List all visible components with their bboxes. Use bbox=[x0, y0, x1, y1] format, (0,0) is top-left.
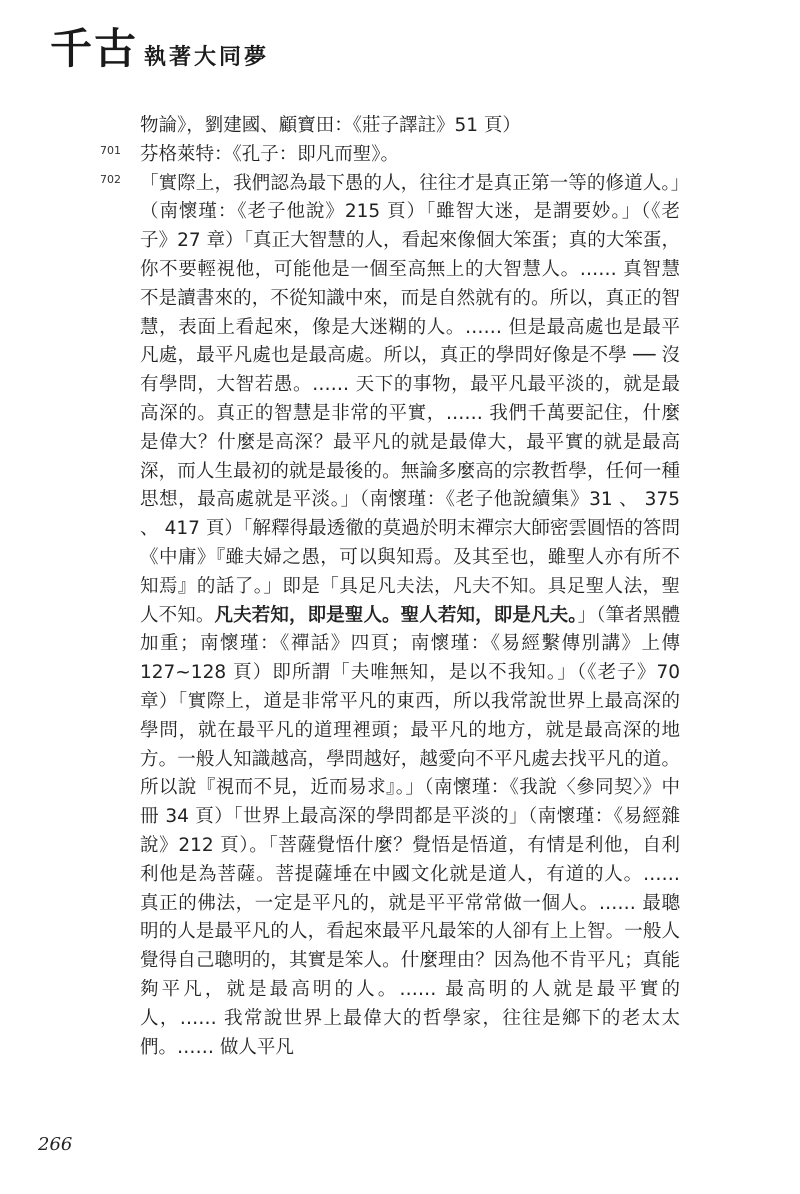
footnote bbox=[100, 112, 680, 141]
running-header bbox=[50, 24, 270, 73]
footnote-text: 物論》，劉建國、顧寶田：《莊子譯註》51 頁） bbox=[140, 115, 521, 136]
footnote-text: 」（筆者黑體加重；南懷瑾：《禪話》四頁；南懷瑾：《易經繫傳別講》上傳 127~128 頁）即所謂「夫唯無知，是以不我知。」（《老子》70 章）「實際上，道是非常平凡的東西，所以我常說世界上最高深的學問，就在最平凡的道理裡頭；最平凡的地方，就是最高深的地方。一般人知識越高，學問越好，越愛向不平凡處去找平凡的道。所以說『視而不見，近而易求』。」（南懷瑾：《我說〈參同契〉》中冊 34 頁）「世界上最高深的學問都是平淡的」（南懷瑾：《易經雜說》212 頁）。「菩薩覺悟什麼？覺悟是悟道，有情是利他，自利利他是為菩薩。菩提薩埵在中國文化就是道人，有道的人。…… 真正的佛法，一定是平凡的，就是平平常常做一個人。…… 最聰明的人是最平凡的人，看起來最平凡最笨的人卻有上上智。一般人覺得自己聰明的，其實是笨人。什麼理由？因為他不肯平凡；真能夠平凡，就是最高明的人。…… 最高明的人就是最平實的人，…… 我常說世界上最偉大的哲學家，往往是鄉下的老太太們。…… 做人平凡 bbox=[140, 604, 680, 1058]
footnote-number: 701 bbox=[100, 143, 121, 157]
footnote-text: 「實際上，我們認為最下愚的人，往往才是真正第一等的修道人。」（南懷瑾：《老子他說》215 頁）「雖智大迷，是謂要妙。」（《老子》27 章）「真正大智慧的人，看起來像個大笨蛋；真的大笨蛋，你不要輕視他，可能他是一個至高無上的大智慧人。…… 真智慧不是讀書來的，不從知識中來，而是自然就有的。所以，真正的智慧，表面上看起來，像是大迷糊的人。…… 但是最高處也是最平凡處，最平凡處也是最高處。所以，真正的學問好像是不學 ── 沒有學問，大智若愚。…… 天下的事物，最平凡最平淡的，就是最高深的。真正的智慧是非常的平實，…… 我們千萬要記住，什麼是偉大？什麼是高深？最平凡的就是最偉大，最平實的就是最高深，而人生最初的就是最後的。無論多麼高的宗教哲學，任何一種思想，最高處就是平淡。」（南懷瑾：《老子他說續集》31 、 375 、 417 頁）「解釋得最透徹的莫過於明末禪宗大師密雲圓悟的答問《中庸》『雖夫婦之愚，可以與知焉。及其至也，雖聖人亦有所不知焉』的話了。」即是「具足凡夫法，凡夫不知。具足聖人法，聖人不知。 bbox=[140, 172, 680, 626]
footnote-text: 芬格萊特：《孔子：即凡而聖》。 bbox=[140, 143, 400, 165]
header-title-main: 千古 bbox=[50, 24, 139, 73]
header-title-sub: 執著大同夢 bbox=[144, 44, 270, 70]
footnotes-block bbox=[100, 112, 680, 1062]
page-number: 266 bbox=[38, 1134, 73, 1155]
footnote-text-bold: 凡夫若知，即是聖人。聖人若知，即是凡夫。 bbox=[214, 604, 578, 626]
footnote bbox=[100, 141, 680, 170]
footnote bbox=[100, 170, 680, 1063]
footnote-number: 702 bbox=[100, 172, 121, 186]
